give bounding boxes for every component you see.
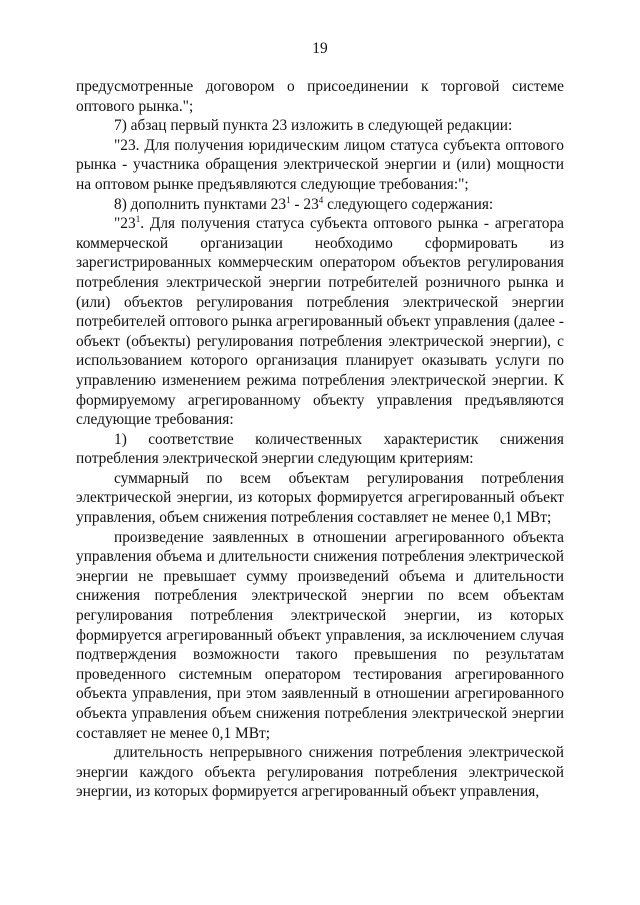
text-fragment: . Для получения статуса субъекта оптового рынка - агрегатора коммерческой организации необходимо сформировать из зарегистрированных коммерческим оператором объектов регулирования потребления электрической энергии потребителей розничного рынка и (или) объектов регулирования потребления электрической энергии потребителей оптового рынка агрегированный объект управления (далее - объект (объекты) регулирования потребления электрической энергии), с использованием которого организация планирует оказывать услуги по управлению изменением режима потребления электрической энергии. К формируемому агрегированному объекту управления предъявляются следующие требования: — [76, 215, 564, 429]
paragraph-point-23-1 — [76, 214, 564, 430]
paragraph-item-7: 7) абзац первый пункта 23 изложить в следующей редакции: — [114, 117, 513, 135]
paragraph-point-23: "23. Для получения юридическим лицом статуса субъекта оптового рынка - участника обращения электрической энергии и (или) мощности на оптовом рынке предъявляются следующие требования:"; — [76, 136, 564, 193]
paragraph-criterion-product: произведение заявленных в отношении агрегированного объекта управления объема и длительности снижения потребления электрической энергии не превышает сумму произведений объема и длительности снижения потребления электрической энергии по всем объектам регулирования потребления электрической энергии, из которых формируется агрегированный объект управления, за исключением случая подтверждения возможности такого превышения по результатам проведенного системным оператором тестирования агрегированного объекта управления, при этом заявленный в отношении агрегированного объекта управления объем снижения потребления электрической энергии составляет не менее 0,1 МВт; — [76, 528, 564, 742]
superscript: 4 — [318, 194, 324, 205]
text-fragment: 8) дополнить пунктами 23 — [114, 195, 287, 213]
paragraph-item-8 — [76, 195, 564, 215]
paragraph-criterion-total-volume: суммарный по всем объектам регулирования потребления электрической энергии, из которых формируется агрегированный объект управления, объем снижения потребления составляет не менее 0,1 МВт; — [76, 469, 564, 527]
paragraph-criterion-duration: длительность непрерывного снижения потребления электрической энергии каждого объекта регулирования потребления электрической энергии, из которых формируется агрегированный объект управления, — [76, 744, 564, 801]
page-number: 19 — [312, 40, 328, 57]
paragraph-requirement-1: 1) соответствие количественных характеристик снижения потребления электрической энергии следующим критериям: — [76, 430, 564, 468]
text-fragment: "23 — [114, 215, 136, 233]
superscript: 1 — [135, 214, 141, 225]
superscript: 1 — [286, 194, 291, 205]
body-text — [76, 77, 564, 802]
text-fragment: - 23 — [290, 195, 319, 213]
text-fragment: следующего содержания: — [323, 195, 494, 213]
paragraph-continuation: предусмотренные договором о присоединении к торговой системе оптового рынка."; — [76, 78, 564, 115]
